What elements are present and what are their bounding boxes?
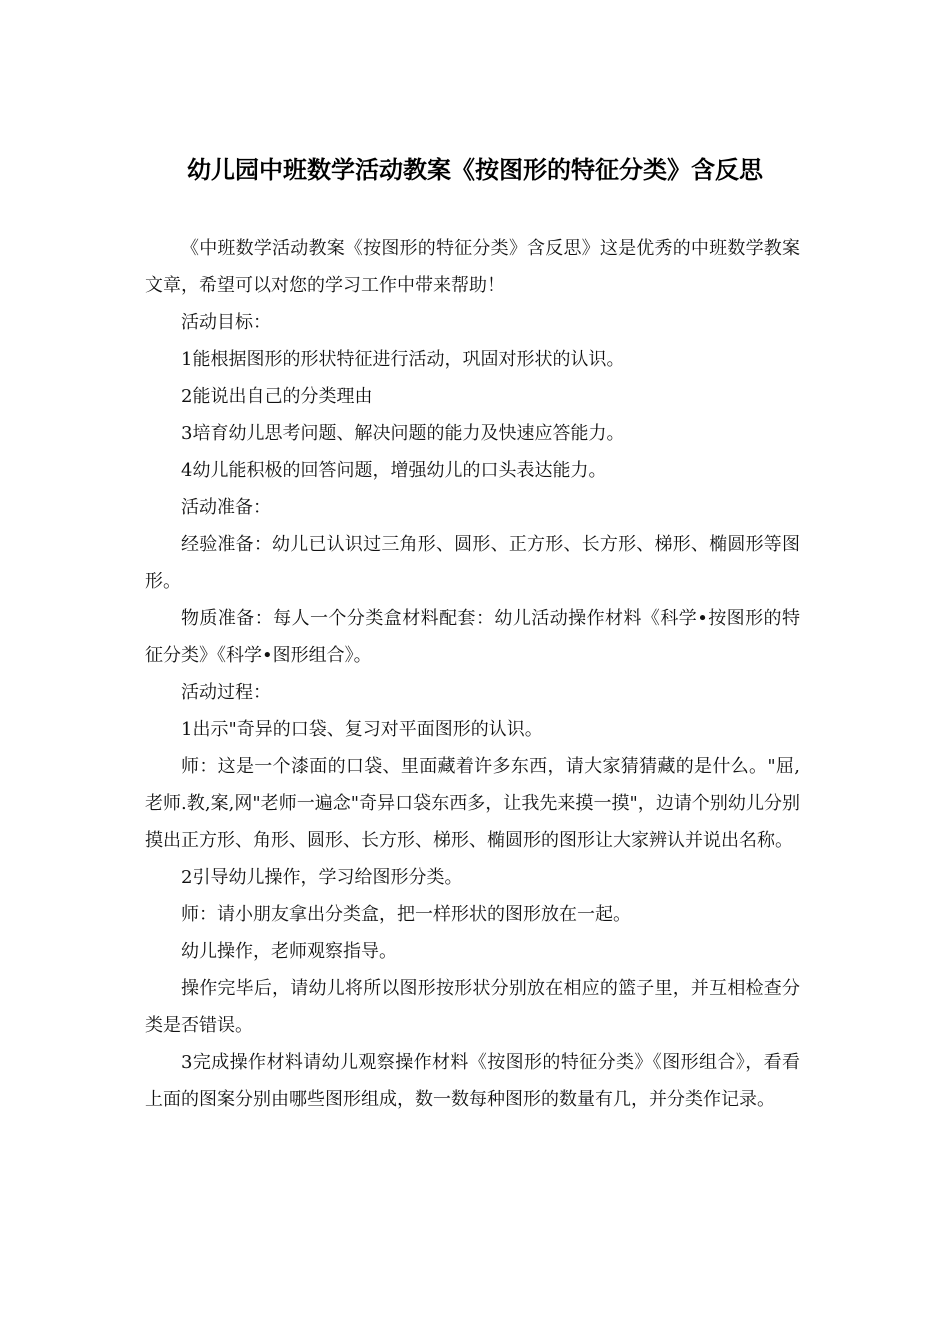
paragraph-children-operate: 幼儿操作，老师观察指导。 — [181, 941, 397, 962]
goal-item-4: 4幼儿能积极的回答问题，增强幼儿的口头表达能力。 — [181, 460, 607, 481]
paragraph-material-preparation: 物质准备：每人一个分类盒材料配套：幼儿活动操作材料《科学•按图形的特征分类》《科学•图形组合》。 — [145, 608, 800, 666]
paragraph-after-operation: 操作完毕后，请幼儿将所以图形按形状分别放在相应的篮子里，并互相检查分类是否错误。 — [145, 978, 800, 1036]
process-step-1: 1出示"奇异的口袋、复习对平面图形的认识。 — [181, 719, 543, 740]
paragraph-experience-preparation: 经验准备：幼儿已认识过三角形、圆形、正方形、长方形、梯形、椭圆形等图形。 — [145, 534, 800, 592]
paragraph-intro: 《中班数学活动教案《按图形的特征分类》含反思》这是优秀的中班数学教案文章，希望可以对您的学习工作中带来帮助！ — [145, 238, 800, 296]
heading-activity-goals: 活动目标： — [181, 312, 271, 333]
paragraph-teacher-sort: 师：请小朋友拿出分类盒，把一样形状的图形放在一起。 — [181, 904, 631, 925]
goal-item-2: 2能说出自己的分类理由 — [181, 386, 373, 407]
goal-item-3: 3培育幼儿思考问题、解决问题的能力及快速应答能力。 — [181, 423, 625, 444]
process-step-2: 2引导幼儿操作，学习给图形分类。 — [181, 867, 463, 888]
heading-activity-process: 活动过程： — [181, 682, 271, 703]
heading-activity-preparation: 活动准备： — [181, 497, 271, 518]
goal-item-1: 1能根据图形的形状特征进行活动，巩固对形状的认识。 — [181, 349, 625, 370]
process-step-3: 3完成操作材料请幼儿观察操作材料《按图形的特征分类》《图形组合》，看看上面的图案分别由哪些图形组成，数一数每种图形的数量有几，并分类作记录。 — [145, 1052, 800, 1110]
paragraph-teacher-bag: 师：这是一个漆面的口袋、里面藏着许多东西，请大家猜猜藏的是什么。"屈,老师.教,案,网"老师一遍念"奇异口袋东西多，让我先来摸一摸"，边请个别幼儿分别摸出正方形、角形、圆形、长方形、梯形、椭圆形的图形让大家辨认并说出名称。 — [145, 756, 800, 851]
document-body — [145, 230, 800, 1118]
document-title: 幼儿园中班数学活动教案《按图形的特征分类》含反思 — [187, 156, 763, 184]
